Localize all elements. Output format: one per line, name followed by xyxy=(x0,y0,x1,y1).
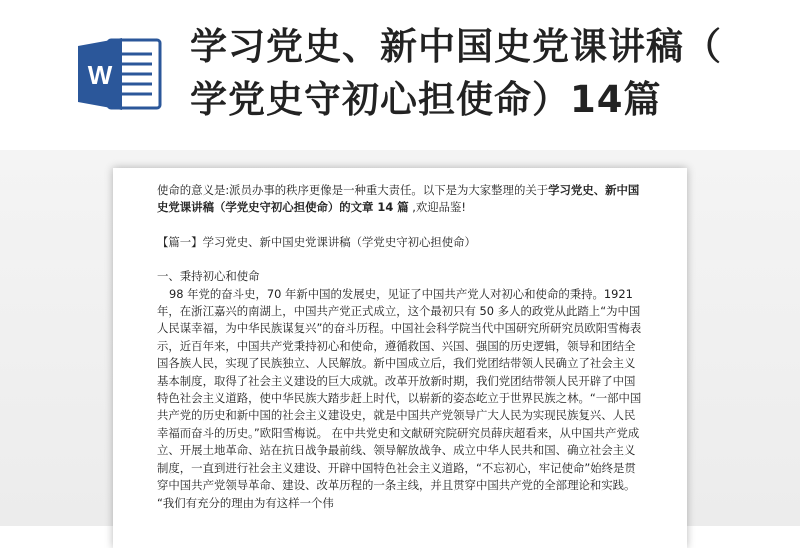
title-line-2: 学党史守初心担使命）14篇 xyxy=(190,78,662,121)
intro-suffix: ,欢迎品鉴! xyxy=(408,200,466,215)
word-icon-letter: W xyxy=(87,60,113,90)
document-content xyxy=(157,182,645,512)
intro-paragraph xyxy=(157,182,645,217)
title-line-1: 学习党史、新中国史党课讲稿（ xyxy=(190,25,722,68)
intro-text: 使命的意义是:派员办事的秩序更像是一种重大责任。以下是为大家整理的关于 xyxy=(157,183,549,197)
section-heading: 一、秉持初心和使命 xyxy=(157,269,260,284)
document-page xyxy=(113,168,687,548)
intro-bold-title: 学习党史、新中国史党课讲稿（学党史守初心担使命）的文章 14 篇 xyxy=(157,183,640,215)
section-title: 【篇一】学习党史、新中国史党课讲稿（学党史守初心担使命） xyxy=(157,234,476,249)
word-document-icon xyxy=(78,36,164,112)
page-title xyxy=(190,20,780,126)
header xyxy=(0,0,800,160)
body-paragraph: 98 年党的奋斗史，70 年新中国的发展史，见证了中国共产党人对初心和使命的秉持。1921 年，在浙江嘉兴的南湖上，中国共产党正式成立，这个最初只有 50 多人的政党从此踏上“为中国人民谋幸福，为中华民族谋复兴”的奋斗历程。中国社会科学院当代中国研究所研究员欧阳雪梅表示，近百年来，中国共产党秉持初心和使命，遵循救国、兴国、强国的历史逻辑，领导和团结全国各族人民，实现了民族独立、人民解放。新中国成立后，我们党团结带领人民确立了社会主义基本制度，取得了社会主义建设的巨大成就。改革开放新时期，我们党团结带领人民开辟了中国特色社会主义道路，使中华民族大踏步赶上时代，以崭新的姿态屹立于世界民族之林。“一部中国共产党的历史和新中国的社会主义建设史，就是中国共产党领导广大人民为实现民族复兴、人民幸福而奋斗的历史。”欧阳雪梅说。 在中共党史和文献研究院研究员薛庆超看来，从中国共产党成立、开展土地革命、站在抗日战争最前线、领导解放战争、成立中华人民共和国、确立社会主义制度，一直到进行社会主义建设、开辟中国特色社会主义道路，“不忘初心，牢记使命”始终是贯穿中国共产党领导革命、建设、改革历程的一条主线，并且贯穿中国共产党的全部理论和实践。 “我们有充分的理由为有这样一个伟 xyxy=(157,286,642,510)
